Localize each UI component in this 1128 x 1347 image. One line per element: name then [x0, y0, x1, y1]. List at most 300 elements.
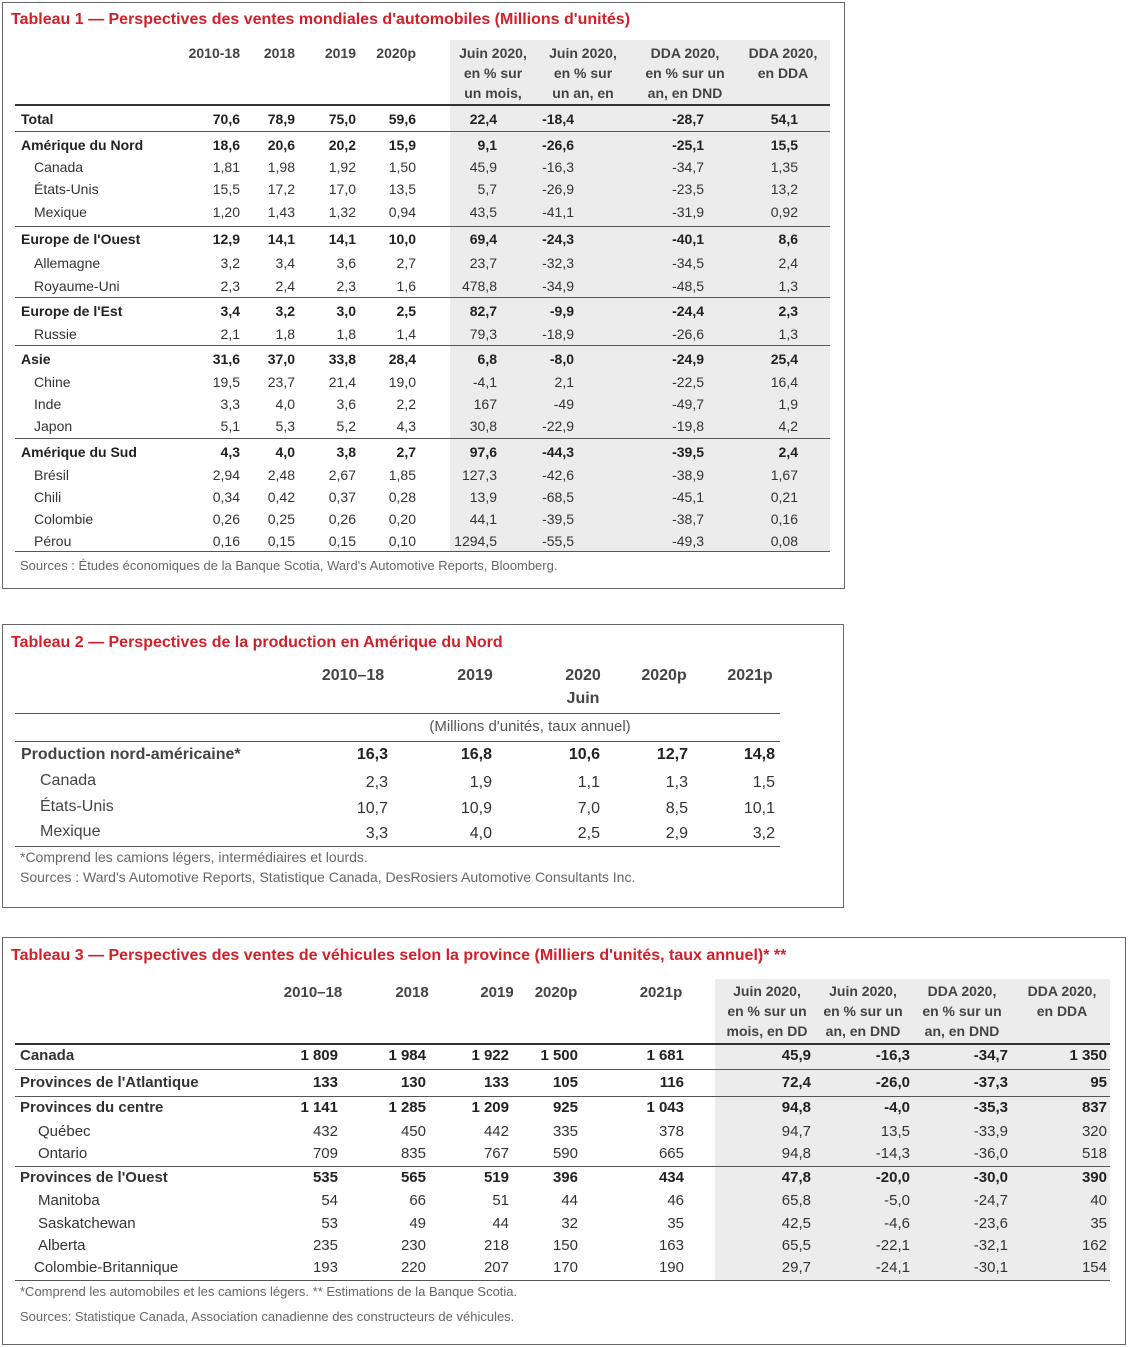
- table3-cell: 66: [409, 1192, 426, 1209]
- table1-cell: 2,2: [396, 396, 416, 412]
- table1-cell: 15,5: [770, 137, 798, 153]
- table1-cell: -49,3: [672, 533, 704, 549]
- table1-cell: 79,3: [469, 326, 497, 342]
- table1-cell: 1,8: [275, 326, 295, 342]
- table1-group-rule: [15, 345, 830, 346]
- table1-group-label: Europe de l'Est: [21, 303, 123, 319]
- table3-cell: -16,3: [875, 1047, 910, 1064]
- table3-cell: 44: [492, 1215, 509, 1232]
- table3-cell: 535: [312, 1169, 338, 1186]
- table1-cell: -34,7: [672, 159, 704, 175]
- table1-cell: 0,28: [388, 489, 416, 505]
- table2-cell: 1,1: [577, 774, 600, 791]
- table3-col-header: en % sur un: [922, 1003, 1002, 1019]
- table1-col-header: 2010-18: [188, 45, 240, 61]
- table1-cell: -8,0: [549, 351, 574, 367]
- table1-cell: 2,67: [328, 467, 356, 483]
- table3-cell: 1 984: [388, 1047, 426, 1064]
- table1-col-header: un mois,: [464, 85, 522, 101]
- table1-cell: 1,8: [336, 326, 356, 342]
- table1-cell: 2,3: [778, 303, 798, 319]
- table1-cell: 2,1: [554, 374, 574, 390]
- table1-group-rule: [15, 131, 830, 132]
- table3-source: Sources: Statistique Canada, Association canadienne des constructeurs de véhicules.: [20, 1309, 515, 1324]
- table1-cell: 0,94: [388, 204, 416, 220]
- table3-cell: 835: [400, 1145, 426, 1162]
- table3-cell: -4,0: [884, 1099, 910, 1116]
- table3-cell: 335: [552, 1123, 578, 1140]
- table1-cell: -19,8: [672, 418, 704, 434]
- table1-cell: -25,1: [672, 137, 704, 153]
- table3-row-label: Saskatchewan: [38, 1215, 136, 1232]
- table1-cell: 1,3: [778, 278, 798, 294]
- table3-cell: 13,5: [880, 1123, 910, 1140]
- table1-cell: 16,4: [770, 374, 798, 390]
- table2-source: Sources : Ward's Automotive Reports, Statistique Canada, DesRosiers Automotive Consultants Inc.: [20, 869, 636, 885]
- table1-cell: -38,7: [672, 511, 704, 527]
- table1-cell: -39,5: [542, 511, 574, 527]
- table1-cell: -28,7: [672, 111, 704, 127]
- table1-cell: 17,2: [267, 181, 295, 197]
- table1-cell: 69,4: [469, 231, 497, 247]
- table3-cell: 94,7: [781, 1123, 811, 1140]
- table1-cell: 0,26: [212, 511, 240, 527]
- table3-bottom-rule: [15, 1280, 1110, 1281]
- table1-col-header: an, en DND: [647, 85, 723, 101]
- table3-cell: 54: [321, 1192, 338, 1209]
- table1-cell: 3,6: [336, 396, 356, 412]
- table3-cell: 35: [1090, 1215, 1107, 1232]
- table1-cell: 78,9: [267, 111, 295, 127]
- table1-bottom-rule: [15, 551, 830, 552]
- table3-cell: -22,1: [875, 1237, 910, 1254]
- table1-cell: 3,2: [275, 303, 295, 319]
- table3-cell: 230: [400, 1237, 426, 1254]
- table2-cell: 1,9: [469, 774, 492, 791]
- table1-cell: 5,1: [220, 418, 240, 434]
- table3-group-rule: [15, 1096, 1110, 1097]
- table2-cell: 16,8: [460, 746, 492, 763]
- table2-header-rule: [15, 713, 780, 714]
- table1-col-header: Juin 2020,: [549, 45, 617, 61]
- table3-cell: 1 209: [471, 1099, 509, 1116]
- table1-cell: -4,1: [472, 374, 497, 390]
- table2-row-label: Canada: [40, 772, 97, 789]
- table1-cell: 70,6: [212, 111, 240, 127]
- table1-cell: -26,9: [542, 181, 574, 197]
- table1-col-header: 2020p: [376, 45, 416, 61]
- table1-row-label: Chili: [34, 489, 62, 505]
- table1-cell: 37,0: [267, 351, 295, 367]
- table3-cell: 378: [658, 1123, 684, 1140]
- table1-group-label: Amérique du Sud: [21, 444, 137, 460]
- table3-cell: 150: [552, 1237, 578, 1254]
- table3-cell: 1 043: [646, 1099, 684, 1116]
- table1-cell: 1,9: [778, 396, 798, 412]
- table3-cell: -23,6: [973, 1215, 1008, 1232]
- table3-group-label: Provinces de l'Ouest: [20, 1169, 168, 1186]
- table3-cell: 1 141: [300, 1099, 338, 1116]
- table1-cell: 14,1: [328, 231, 356, 247]
- table1-cell: 0,34: [212, 489, 240, 505]
- table3-cell: 130: [400, 1074, 426, 1091]
- table3-group-label: Provinces de l'Atlantique: [20, 1074, 199, 1091]
- table1-title: Tableau 1 — Perspectives des ventes mondiales d'automobiles (Millions d'unités): [11, 11, 631, 28]
- table3-cell: 320: [1081, 1123, 1107, 1140]
- table1-cell: 0,10: [388, 533, 416, 549]
- table1-cell: -42,6: [542, 467, 574, 483]
- table1-cell: 15,5: [212, 181, 240, 197]
- table1-cell: 1,67: [770, 467, 798, 483]
- table2-title: Tableau 2 — Perspectives de la production en Amérique du Nord: [11, 634, 503, 651]
- table1-cell: 30,8: [469, 418, 497, 434]
- table1-col-header: en % sur: [463, 65, 523, 81]
- table1-cell: -26,6: [672, 326, 704, 342]
- table1-cell: 13,2: [770, 181, 798, 197]
- table3-cell: 163: [658, 1237, 684, 1254]
- table3-cell: 434: [658, 1169, 684, 1186]
- table1-cell: 2,4: [275, 278, 295, 294]
- table1-cell: 19,5: [212, 374, 240, 390]
- table1-cell: 2,4: [778, 255, 798, 271]
- table1-group-rule: [15, 438, 830, 439]
- table1-row-label: Pérou: [34, 533, 72, 549]
- table3-title: Tableau 3 — Perspectives des ventes de véhicules selon la province (Milliers d'unités, taux annuel)* **: [11, 947, 787, 964]
- table1-cell: 19,0: [388, 374, 416, 390]
- table3-cell: 40: [1090, 1192, 1107, 1209]
- table3-cell: 767: [483, 1145, 509, 1162]
- table2-cell: 14,8: [743, 746, 775, 763]
- table1-cell: 0,16: [212, 533, 240, 549]
- table1-group-label: Asie: [21, 351, 51, 367]
- table2-col-header: 2019: [457, 667, 493, 684]
- table1-cell: 0,21: [770, 489, 798, 505]
- table1-cell: 3,2: [220, 255, 240, 271]
- table3-cell: 218: [483, 1237, 509, 1254]
- table1-cell: 8,6: [778, 231, 798, 247]
- table2-unit-rule: [15, 741, 780, 742]
- table1-cell: -41,1: [542, 204, 574, 220]
- table1-cell: -24,4: [672, 303, 704, 319]
- table1-cell: 25,4: [770, 351, 798, 367]
- table1-cell: 1,20: [212, 204, 240, 220]
- table2-col-header: 2021p: [727, 667, 773, 684]
- table1-cell: 17,0: [328, 181, 356, 197]
- table2-cell: 4,0: [469, 825, 492, 842]
- table3-cell: 133: [483, 1074, 509, 1091]
- table1-cell: 0,37: [328, 489, 356, 505]
- table1-cell: 1,35: [770, 159, 798, 175]
- table1-cell: 43,5: [469, 204, 497, 220]
- table1-cell: 45,9: [469, 159, 497, 175]
- table1-cell: 5,3: [275, 418, 295, 434]
- table3-header-rule: [15, 1043, 1110, 1045]
- table3-cell: 235: [312, 1237, 338, 1254]
- table3-cell: 49: [409, 1215, 426, 1232]
- table3-row-label: Québec: [38, 1123, 91, 1140]
- table1-cell: 2,5: [396, 303, 416, 319]
- table3-col-header: DDA 2020,: [927, 983, 997, 999]
- table3-cell: 32: [561, 1215, 578, 1232]
- table1-cell: 1,81: [212, 159, 240, 175]
- table1-row-label: Inde: [34, 396, 62, 412]
- table1-cell: 1,43: [267, 204, 295, 220]
- table3-cell: 1 809: [300, 1047, 338, 1064]
- table3-col-header: en % sur un: [727, 1003, 807, 1019]
- table1-cell: -44,3: [542, 444, 574, 460]
- table3-cell: -30,1: [973, 1259, 1008, 1276]
- table1-cell: -16,3: [542, 159, 574, 175]
- table1-cell: 20,2: [328, 137, 356, 153]
- table2-cell: 2,5: [577, 825, 600, 842]
- table3-cell: 94,8: [781, 1145, 811, 1162]
- table3-col-header: 2019: [480, 984, 514, 1001]
- table3-col-header: 2010–18: [283, 984, 343, 1001]
- table3-cell: 565: [400, 1169, 426, 1186]
- table2-group-label: Production nord-américaine*: [21, 746, 241, 763]
- table1-cell: 2,3: [336, 278, 356, 294]
- table3-cell: 1 285: [388, 1099, 426, 1116]
- table1-row-label: Mexique: [34, 204, 87, 220]
- table1-cell: -26,6: [542, 137, 574, 153]
- table1-cell: 3,3: [220, 396, 240, 412]
- table1-col-header: Juin 2020,: [459, 45, 527, 61]
- table1-cell: 2,3: [220, 278, 240, 294]
- table1-cell: -40,1: [672, 231, 704, 247]
- table2-col-header: 2020p: [641, 667, 687, 684]
- table1-col-header: DDA 2020,: [748, 45, 818, 61]
- table3-cell: -32,1: [973, 1237, 1008, 1254]
- table3-cell: 518: [1081, 1145, 1107, 1162]
- table1-cell: -32,3: [542, 255, 574, 271]
- table3-row-label: Ontario: [38, 1145, 88, 1162]
- table1-cell: 1,98: [267, 159, 295, 175]
- table3-cell: 162: [1081, 1237, 1107, 1254]
- table3-cell: 432: [312, 1123, 338, 1140]
- table3-cell: -34,7: [973, 1047, 1008, 1064]
- table1-group-label: Total: [21, 111, 54, 127]
- table3-cell: 442: [483, 1123, 509, 1140]
- table1-cell: 9,1: [477, 137, 497, 153]
- table1-cell: 0,92: [770, 204, 798, 220]
- table1-cell: 5,7: [477, 181, 497, 197]
- table1-header-rule: [15, 104, 830, 106]
- table3-cell: -24,1: [875, 1259, 910, 1276]
- table1-cell: -9,9: [549, 303, 574, 319]
- table1-cell: 1,4: [396, 326, 416, 342]
- table3-cell: 116: [659, 1074, 684, 1091]
- table3-cell: 53: [321, 1215, 338, 1232]
- table1-cell: -39,5: [672, 444, 704, 460]
- table3-cell: 44: [561, 1192, 578, 1209]
- table3-col-header: en % sur un: [823, 1003, 903, 1019]
- table3-cell: -33,9: [973, 1123, 1008, 1140]
- table1-row-label: Allemagne: [34, 255, 101, 271]
- table3-cell: 95: [1090, 1074, 1107, 1091]
- table1-group-rule: [15, 297, 830, 298]
- table1-cell: 0,20: [388, 511, 416, 527]
- table1-cell: 20,6: [267, 137, 295, 153]
- table3-col-header: DDA 2020,: [1027, 983, 1097, 999]
- table1-cell: 3,6: [336, 255, 356, 271]
- table1-cell: -31,9: [672, 204, 704, 220]
- table2-cell: 2,3: [365, 774, 388, 791]
- table1-cell: -45,1: [672, 489, 704, 505]
- table3-cell: 35: [667, 1215, 684, 1232]
- table3-cell: 193: [312, 1259, 338, 1276]
- table3-cell: -20,0: [875, 1169, 910, 1186]
- table1-cell: 0,26: [328, 511, 356, 527]
- table3-cell: 65,8: [781, 1192, 811, 1209]
- table2-col-header: 2010–18: [321, 667, 385, 684]
- table1-cell: -22,9: [542, 418, 574, 434]
- table1-cell: 4,3: [396, 418, 416, 434]
- table3-cell: 220: [400, 1259, 426, 1276]
- table3-cell: 207: [483, 1259, 509, 1276]
- table3-col-header: 2021p: [639, 984, 683, 1001]
- table1-cell: 3,4: [220, 303, 240, 319]
- table1-cell: 44,1: [469, 511, 497, 527]
- table1-cell: 0,25: [267, 511, 295, 527]
- table1-cell: 22,4: [469, 111, 497, 127]
- table2-cell: 7,0: [577, 800, 600, 817]
- table1-col-header: en % sur: [553, 65, 613, 81]
- table3-row-label: Alberta: [38, 1237, 86, 1254]
- table1-cell: 4,3: [220, 444, 240, 460]
- table3-cell: 1 681: [646, 1047, 684, 1064]
- table3-col-header: 2018: [395, 984, 429, 1001]
- table1-cell: 21,4: [328, 374, 356, 390]
- table1-group-label: Amérique du Nord: [21, 137, 144, 153]
- table1-col-header: en DDA: [757, 65, 809, 81]
- table3-cell: -37,3: [973, 1074, 1008, 1091]
- table1-col-header: en % sur un: [645, 65, 725, 81]
- table2-unit-label: (Millions d'unités, taux annuel): [429, 718, 631, 735]
- table1-cell: 33,8: [328, 351, 356, 367]
- table3-cell: 450: [400, 1123, 426, 1140]
- table2-cell: 1,3: [665, 774, 688, 791]
- table1-cell: 1,85: [388, 467, 416, 483]
- table1-cell: 4,0: [275, 444, 295, 460]
- table3-cell: 519: [483, 1169, 509, 1186]
- table1-cell: 1,92: [328, 159, 356, 175]
- table1-cell: 28,4: [388, 351, 416, 367]
- table3-group-label: Canada: [20, 1047, 75, 1064]
- table1-cell: -38,9: [672, 467, 704, 483]
- table1-cell: 2,7: [396, 255, 416, 271]
- table1-cell: 0,15: [328, 533, 356, 549]
- table3-group-rule: [15, 1166, 1110, 1167]
- table1-cell: 1294,5: [454, 533, 497, 549]
- table1-cell: -22,5: [672, 374, 704, 390]
- table1-cell: 2,48: [267, 467, 295, 483]
- table1-cell: 3,0: [336, 303, 356, 319]
- table2-cell: 1,5: [752, 774, 775, 791]
- table3-cell: 65,5: [781, 1237, 811, 1254]
- table3-col-header: mois, en DD: [726, 1023, 808, 1039]
- table1-cell: 14,1: [267, 231, 295, 247]
- table1-cell: 3,8: [336, 444, 356, 460]
- table1-cell: 13,9: [469, 489, 497, 505]
- table3-cell: 665: [658, 1145, 684, 1162]
- table3-col-header: Juin 2020,: [829, 983, 897, 999]
- table1-cell: -18,9: [542, 326, 574, 342]
- table3-note: *Comprend les automobiles et les camions légers. ** Estimations de la Banque Scotia.: [20, 1284, 518, 1299]
- table1-cell: -49,7: [672, 396, 704, 412]
- table1-cell: 4,2: [778, 418, 798, 434]
- table3-cell: 390: [1081, 1169, 1107, 1186]
- table3-cell: -36,0: [973, 1145, 1008, 1162]
- table1-cell: -24,3: [542, 231, 574, 247]
- table3-cell: 154: [1081, 1259, 1107, 1276]
- table1-cell: -18,4: [542, 111, 574, 127]
- table3-cell: 51: [492, 1192, 509, 1209]
- table1-cell: 0,08: [770, 533, 798, 549]
- table1-cell: 23,7: [267, 374, 295, 390]
- table3-cell: 45,9: [781, 1047, 811, 1064]
- table3-cell: 170: [552, 1259, 578, 1276]
- table1-cell: -68,5: [542, 489, 574, 505]
- table1-cell: 82,7: [469, 303, 497, 319]
- table1-cell: 5,2: [336, 418, 356, 434]
- table1-cell: 31,6: [212, 351, 240, 367]
- table1-cell: -24,9: [672, 351, 704, 367]
- table3-cell: 1 500: [540, 1047, 578, 1064]
- table1-cell: 2,7: [396, 444, 416, 460]
- table1-cell: -55,5: [542, 533, 574, 549]
- table3-cell: 590: [552, 1145, 578, 1162]
- table1-cell: 6,8: [477, 351, 497, 367]
- table1-cell: -34,5: [672, 255, 704, 271]
- table2-note: *Comprend les camions légers, intermédiaires et lourds.: [20, 849, 368, 865]
- table1-cell: -34,9: [542, 278, 574, 294]
- table1-cell: 4,0: [275, 396, 295, 412]
- table1-cell: 127,3: [461, 467, 497, 483]
- table2-cell: 10,7: [356, 800, 388, 817]
- table1-cell: 18,6: [212, 137, 240, 153]
- table3-cell: 190: [658, 1259, 684, 1276]
- table1-cell: 1,50: [388, 159, 416, 175]
- table3-cell: 133: [312, 1074, 338, 1091]
- table2-cell: 10,9: [460, 800, 492, 817]
- table1-cell: 75,0: [328, 111, 356, 127]
- table3-cell: -4,6: [884, 1215, 910, 1232]
- table1-cell: 97,6: [469, 444, 497, 460]
- table1-row-label: Royaume-Uni: [34, 278, 120, 294]
- table1-cell: 1,6: [396, 278, 416, 294]
- table3-col-header: en DDA: [1036, 1003, 1088, 1019]
- table3-cell: 837: [1081, 1099, 1107, 1116]
- table3-group-label: Provinces du centre: [20, 1099, 164, 1116]
- table3-cell: 72,4: [781, 1074, 811, 1091]
- table3-col-header: an, en DND: [924, 1023, 1000, 1039]
- table3-group-rule: [15, 1069, 1110, 1070]
- table3-cell: 42,5: [781, 1215, 811, 1232]
- table1-row-label: Colombie: [34, 511, 94, 527]
- table1-source: Sources : Études économiques de la Banque Scotia, Ward's Automotive Reports, Bloomberg.: [20, 558, 558, 573]
- table1-cell: 0,42: [267, 489, 295, 505]
- table1-col-header: DDA 2020,: [650, 45, 720, 61]
- table1-cell: 0,16: [770, 511, 798, 527]
- table1-row-label: États-Unis: [34, 181, 99, 197]
- table1-cell: 1,3: [778, 326, 798, 342]
- table1-cell: 2,94: [212, 467, 240, 483]
- table2-cell: 8,5: [665, 800, 688, 817]
- table3-cell: -35,3: [973, 1099, 1008, 1116]
- table3-cell: -24,7: [973, 1192, 1008, 1209]
- table3-col-header: Juin 2020,: [733, 983, 801, 999]
- table1-row-label: Russie: [34, 326, 77, 342]
